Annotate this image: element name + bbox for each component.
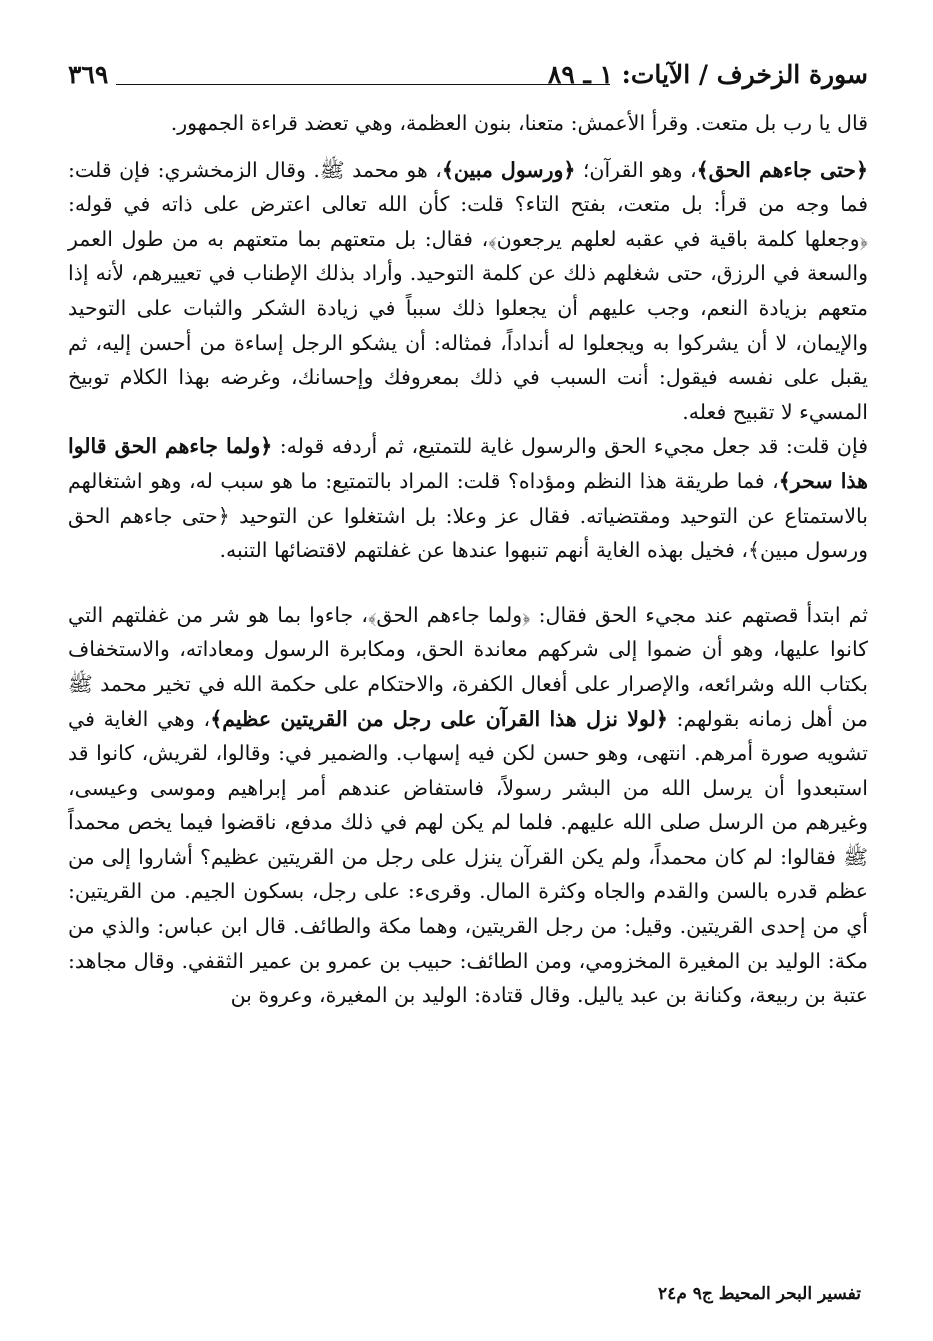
- paragraph-4: [68, 598, 868, 1013]
- paragraph-3: [68, 429, 868, 567]
- paragraph-2: [68, 153, 868, 430]
- paragraph-text: ، فخيل بهذه الغاية أنهم تنبهوا عندها عن غفلتهم لاقتضائها التنبه.: [219, 538, 749, 563]
- paragraph-text: فإن قلت: قد جعل مجيء الحق والرسول غاية للتمتيع، ثم أردفه قوله:: [272, 434, 868, 459]
- header-rule: [116, 84, 610, 85]
- paragraph-text: ثم ابتدأ قصتهم عند مجيء الحق فقال:: [530, 602, 868, 627]
- paragraph-text: ، فما طريقة هذا النظم ومؤداه؟ قلت: المراد بالتمتيع: ما هو سبب له، وهو اشتغالهم بالاستمتاع عن التوحيد ومقتضياته. فقال عز وعلا: بل اشتغلوا عن التوحيد: [68, 468, 868, 528]
- quran-quote: ﴿وجعلها كلمة باقية في عقبه لعلهم يرجعون﴾: [488, 226, 868, 251]
- paragraph-text: ، هو محمد ﷺ. وقال الزمخشري: فإن قلت: فما وجه من قرأ: بل متعت، بفتح التاء؟ قلت: كأن الله تعالى اعترض على ذاته في قوله:: [68, 157, 868, 217]
- paragraph-text: ، فقال: بل متعتهم بما متعتهم به من طول العمر والسعة في الرزق، حتى شغلهم ذلك عن كلمة التوحيد. وأراد بذلك الإطناب في تعييرهم، لأنه إذا متعهم بزيادة النعم، وجب عليهم أن يجعلوا ذلك سبباً في زيادة الشكر والثبات على التوحيد والإيمان، لا أن يشركوا به ويجعلوا له أنداداً، فمثاله: أن يشكو الرجل إساءة من أحسن إليه، ثم يقبل على نفسه فيقول: أنت السبب في ذلك بمعروفك وإحسانك، وغرضه بهذا الكلام توبيخ المسيء لا تقبيح فعله.: [68, 226, 868, 424]
- paragraph-1: قال يا رب بل متعت. وقرأ الأعمش: متعنا، بنون العظمة، وهي تعضد قراءة الجمهور.: [170, 111, 868, 135]
- commentary-text: [68, 106, 868, 1013]
- paragraph-text: ، وهو القرآن؛: [575, 157, 697, 182]
- page-number: ٣٦٩: [68, 60, 109, 89]
- signature-mark: تفسير البحر المحيط ج٩ م٢٤: [658, 1284, 861, 1304]
- quran-quote: ﴿ولما جاءهم الحق﴾: [368, 602, 531, 627]
- running-title: سورة الزخرف / الآيات: ١ ـ ٨٩: [547, 60, 868, 89]
- paragraph-text: ، وهي الغاية في تشويه صورة أمرهم. انتهى، وهو حسن لكن فيه إسهاب. والضمير في: وقالوا، لقريش، كانوا قد استبعدوا أن يرسل الله من البشر رسولاً، فاستفاض عندهم أمر إبراهيم وموسى وعيسى، وغيرهم من الرسل صلى الله عليهم. فلما لم يكن لهم في ذلك مدفع، ناقضوا فيما يخص محمداً ﷺ فقالوا: لم كان محمداً، ولم يكن القرآن ينزل على رجل من القريتين عظيم؟ أشاروا إلى من عظم قدره بالسن والقدم والجاه وكثرة المال. وقرىء: على رجل، بسكون الجيم. من القريتين: أي من إحدى القريتين. وقيل: من رجل القريتين، وهما مكة والطائف. قال ابن عباس: والذي من مكة: الوليد بن المغيرة المخزومي، ومن الطائف: حبيب بن عمرو بن عمير الثقفي. وقال مجاهد: عتبة بن ربيعة، وكنانة بن عبد ياليل. وقال قتادة: الوليد بن المغيرة، وعروة بن: [68, 706, 868, 1008]
- quran-quote: ﴿ولما جاءهم الحق قالوا هذا سحر﴾: [68, 434, 868, 493]
- quran-quote: ﴿لولا نزل هذا القرآن على رجل من القريتين عظيم﴾: [210, 706, 668, 731]
- paragraph-text: ، جاءوا بما هو شر من غفلتهم التي كانوا عليها، وهو أن ضموا إلى شركهم معاندة الحق، ومكابرة الرسول ومعاداته، والاستخفاف بكتاب الله وشرائعه، والإصرار على أفعال الكفرة، والاحتكام على حكمة الله في تخير محمد ﷺ من أهل زمانه بقولهم:: [68, 602, 869, 731]
- page-header: [68, 58, 868, 94]
- quran-quote: ﴿ورسول مبين﴾: [441, 157, 576, 182]
- quran-quote: ﴿حتى جاءهم الحق﴾: [696, 157, 868, 182]
- quran-quote: ﴿حتى جاءهم الحق ورسول مبين﴾: [68, 503, 868, 563]
